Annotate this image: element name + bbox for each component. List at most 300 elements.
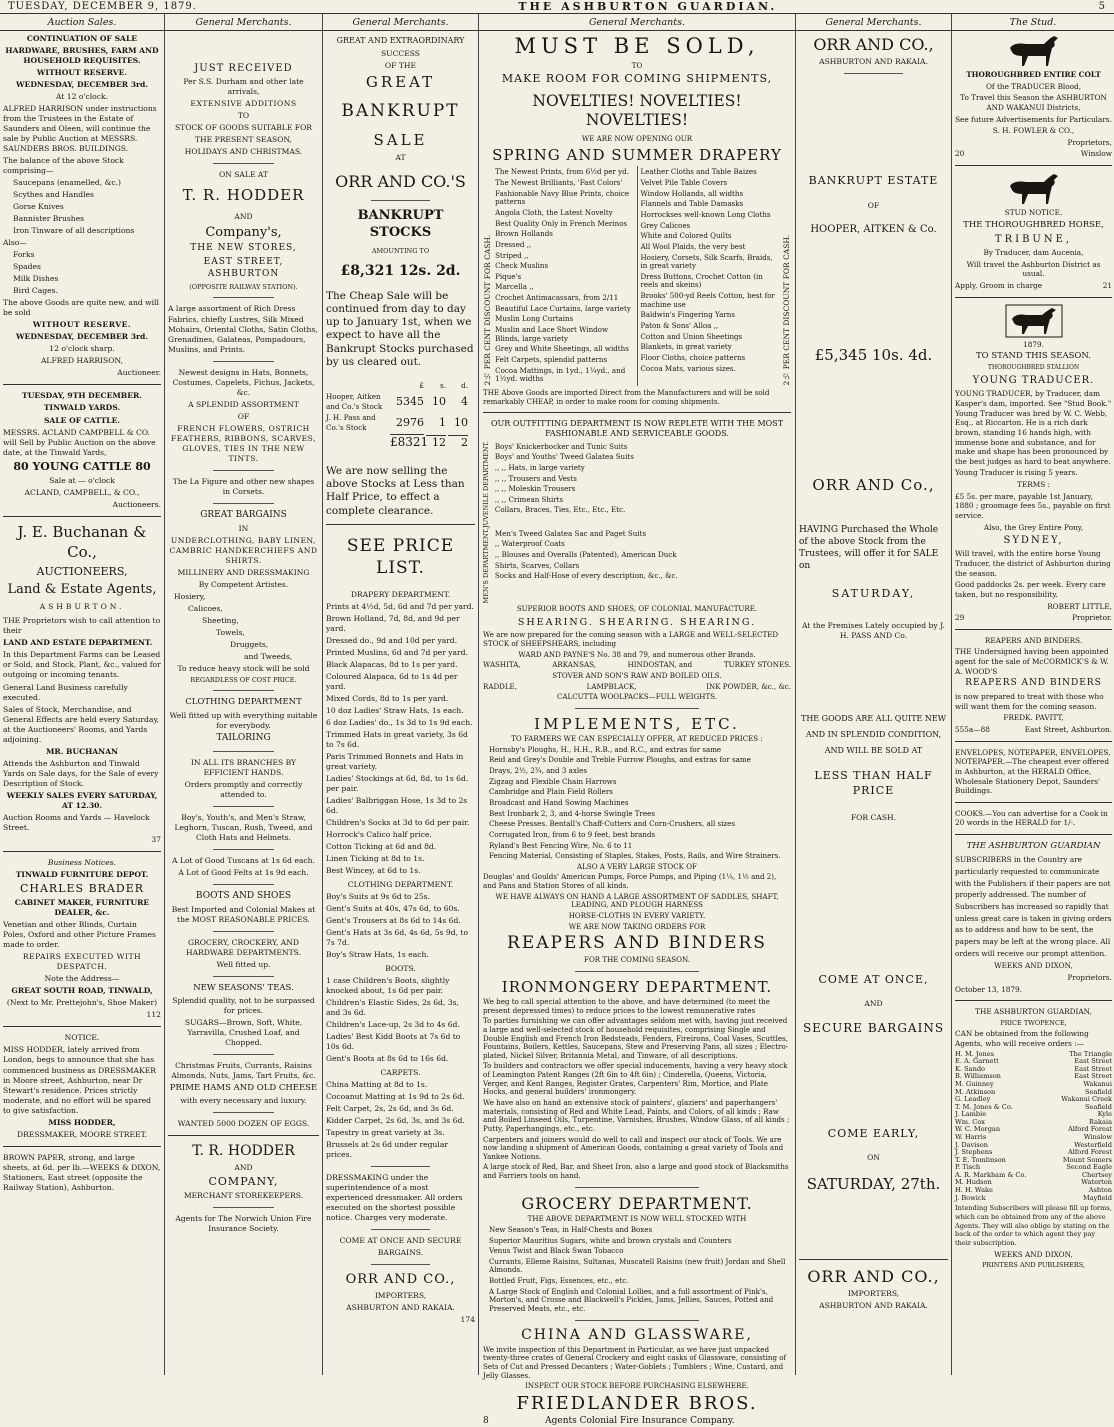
list-item: Grey Calicoes (640, 220, 691, 230)
list-item: The Newest Brilliants, 'Fast Colors' (495, 178, 623, 188)
list-item: Dressed ,, (495, 239, 532, 249)
table-cell: 10 (432, 394, 446, 408)
list-item: Collars, Braces, Ties, Etc., Etc., Etc. (494, 505, 626, 515)
list-item: All Wool Plaids, the very best (640, 241, 746, 251)
divider (213, 361, 273, 362)
list-item: Crochet Antimacassars, from 2/11 (495, 293, 619, 303)
list-item: Towels, (216, 627, 245, 637)
advert-line: MAKE ROOM FOR COMING SHIPMENTS, (501, 72, 773, 86)
list-item: Gent's Suits at 40s, 47s 6d, to 60s. (326, 903, 460, 913)
divider (799, 1259, 948, 1260)
list-item: Fashionable Navy Blue Prints, choice patterns (495, 188, 630, 207)
advert-heading: J. E. Buchanan & Co., (17, 523, 147, 561)
column-rule (322, 14, 323, 1375)
advert-heading: CHINA AND GLASSWARE, (521, 1326, 753, 1343)
section-heading: CLOTHING DEPARTMENT. (347, 879, 454, 889)
advert-number: 8 (483, 1415, 489, 1426)
advert-line: ASHBURTON AND RAKAIA. (346, 1302, 455, 1312)
list-item: ,, Waterproof Coats (494, 539, 565, 549)
list-item: Children's Socks at 3d to 6d per pair. (326, 817, 470, 827)
agent-location: Rakaia (1088, 1117, 1112, 1126)
list-item: Cocoa Mats, various sizes. (640, 363, 736, 373)
list-item: Bird Cages. (13, 286, 58, 296)
agent-name: W. C. Morgan (955, 1125, 1001, 1134)
advert-body: THE Undersigned having been appointed agent for the sale of McCORMICK'S & W. A. WOOD'S (955, 647, 1109, 676)
list-item: Bannister Brushes (13, 214, 85, 224)
advert-line: GREAT BARGAINS (200, 509, 287, 520)
advert-body: Intending Subscribers will please fill up forms, which can be obtained from any of the above Agents. They will also oblige by stating on the back of the order to which agent they pay their subscription. (955, 1204, 1112, 1247)
agent-location: Seafield (1085, 1102, 1112, 1111)
list-item: Children's Lace-up, 2s 3d to 4s 6d. (326, 1020, 460, 1030)
advert-body: IN ALL ITS BRANCHES BY EFFICIENT HANDS. (190, 757, 297, 777)
side-note: MEN'S DEPARTMENT. (482, 527, 490, 604)
advert-line: WE HAVE ALWAYS ON HAND A LARGE ASSORTMENT OF SADDLES, SHAFT, LEADING, AND PLOUGH HARNESS (495, 891, 779, 910)
agent-location: The Triangle (1069, 1049, 1112, 1058)
advert-line: HARDWARE, BRUSHES, FARM AND HOUSEHOLD REQUISITES. (5, 46, 159, 66)
advert-body: Agents for The Norwich Union Fire Insurance Society. (175, 1214, 312, 1234)
advert-line: AND (234, 1162, 253, 1172)
list-item: Zigzag and Flexible Chain Harrows (489, 776, 617, 786)
list-item: Reid and Grey's Double and Treble Furrow Ploughs, and extras for same (489, 755, 751, 765)
advert-number: 555a—88 (955, 725, 990, 735)
divider (955, 165, 1112, 166)
advert-line: 1879. (1023, 339, 1044, 349)
advert-line: CLOTHING DEPARTMENT (185, 697, 302, 708)
table-cell: Hooper, Aitken and Co.'s Stock (326, 392, 383, 411)
advert-line: HORSE-CLOTHS IN EVERY VARIETY. (568, 911, 706, 920)
agent-location: Mayfield (1082, 1193, 1112, 1202)
list-item: Blankets, in great variety (640, 342, 732, 352)
advert-line: ON (867, 1153, 880, 1163)
list-item: Venus Twist and Black Swan Tobacco (489, 1246, 624, 1256)
advert-signature: WEEKS AND DIXON, (994, 1249, 1073, 1259)
list-item: Striped ,, (495, 250, 529, 260)
divider (575, 1187, 698, 1188)
column-rule (795, 14, 796, 1375)
divider (213, 931, 273, 932)
agent-name: J. Davison (955, 1140, 988, 1149)
list-item: Black Alapacas, 8d to 1s per yard. (326, 659, 458, 669)
advert-line: INSPECT OUR STOCK BEFORE PURCHASING ELSEWHERE. (525, 1381, 749, 1391)
agent-location: East Street (1074, 1072, 1112, 1081)
divider (955, 629, 1112, 630)
list-item: Hosiery, (174, 591, 206, 601)
agent-location: Alford Forest (1067, 1148, 1112, 1157)
agent-name: T. M. Jones & Co. (955, 1102, 1013, 1111)
advert-body: UNDERCLOTHING, BABY LINEN, CAMBRIC HANDKERCHIEFS AND SHIRTS. (169, 535, 318, 565)
advert-body: A large stock of Red, Bar, and Sheet Iron, also a large and good stock of Blacksmiths and Farriers tools on hand. (483, 1162, 789, 1181)
advert-signature: ROBERT LITTLE, (1047, 601, 1112, 611)
agent-name: H. H. Wake (955, 1186, 993, 1195)
list-item: Cocoanut Matting at 1s 9d to 2s 6d. (326, 1092, 465, 1102)
agent-name: J. Lambie (955, 1110, 987, 1119)
list-item: WASHITA, (483, 660, 521, 670)
divider (213, 1112, 273, 1113)
list-item: Druggets, (230, 639, 269, 649)
table-header: £ (419, 380, 424, 390)
divider (371, 200, 431, 201)
advert-heading: GREAT (365, 72, 436, 91)
advert-body: In this Department Farms can be Leased or Sold, and Stock, Plant, &c., valued for outgoing or incoming tenants. (3, 650, 161, 680)
list-item: Brooks' 500-yd Reels Cotton, best for machine use (640, 291, 775, 309)
list-item: Cotton and Union Sheetings (640, 331, 743, 341)
list-item: Hosiery, Corsets, Silk Scarfs, Braids, in great variety (640, 252, 773, 271)
advert-body: We beg to call special attention to the above, and have determined (to meet the present depressed times) to reduce prices to the lowest remunerative rates (483, 996, 770, 1015)
advert-heading: TO STAND THIS SEASON. (976, 351, 1091, 362)
advert-body: We are now selling the above Stocks at Less than Half Price, to effect a complete clearance. (326, 465, 465, 517)
list-item: Iron Tinware of all descriptions (13, 226, 135, 236)
advert-line: TO FARMERS WE CAN ESPECIALLY OFFER, AT REDUCED PRICES : (511, 734, 763, 744)
advert-line: SUCCESS (380, 48, 421, 58)
column-head: Auction Sales. (0, 16, 164, 31)
advert-heading: ORR AND CO., (345, 1272, 456, 1288)
advert-line: IMPORTERS, (847, 1289, 900, 1299)
advert-heading: REAPERS AND BINDERS (965, 678, 1102, 689)
list-item: Bottled Fruit, Figs, Essences, etc., etc. (489, 1276, 629, 1286)
list-item: ,, ,, Crimean Shirts (494, 494, 564, 504)
advert-line: Apply, Groom in charge (955, 280, 1043, 290)
column-orr-estate (799, 32, 948, 1375)
side-note: JUVENILE DEPARTMENT. (482, 440, 490, 528)
advert-heading: OUR OUTFITTING DEPARTMENT IS NOW REPLETE WITH THE MOST FASHIONABLE AND SERVICEABLE GOODS. (490, 419, 784, 438)
divider (955, 1000, 1112, 1001)
divider (213, 1207, 273, 1208)
advert-body: To Travel this Season the ASHBURTON AND WAKANUI Districts, (960, 93, 1107, 112)
advert-line: MERCHANT STOREKEEPERS. (183, 1191, 304, 1201)
advert-body: COOKS.—You can advertise for a Cook in 20 words in the HERALD for 1/-. (955, 808, 1108, 828)
advert-line: BARGAINS. (377, 1248, 424, 1258)
list-item: New Season's Teas, in Half-Chests and Boxes (489, 1224, 653, 1234)
advert-body: Splendid quality, not to be surpassed for prices. (172, 995, 315, 1015)
list-item: Hornsby's Ploughs, H., H.H., R.B., and R.C., and extras for same (489, 744, 722, 754)
list-item: Mixed Cords, 8d to 1s per yard. (326, 693, 449, 703)
list-item: Paton & Sons' Alloa ,, (640, 321, 719, 331)
advert-body: THE Proprietors wish to call attention to their (3, 616, 161, 636)
table-cell: J. H. Pass and Co.'s Stock (326, 413, 376, 432)
advert-line: Also, the Grey Entire Pony, (983, 522, 1084, 532)
advert-heading: IRONMONGERY DEPARTMENT. (501, 977, 773, 996)
agent-name: M. Atkinson (955, 1087, 996, 1096)
list-item: Pique's (495, 271, 522, 281)
list-item: Floor Cloths, choice patterns (640, 352, 746, 362)
advert-heading: YOUNG TRADUCER. (972, 375, 1095, 387)
divider (575, 1320, 698, 1321)
list-item: Boys' and Youths' Tweed Galatea Suits (494, 452, 634, 462)
list-item: 6 doz Ladies' do., 1s 3d to 1s 9d each. (326, 717, 473, 727)
advert-line: PRICE TWOPENCE, (1000, 1018, 1067, 1027)
list-item: Gorse Knives (13, 202, 64, 212)
list-item: 1 case Children's Boots, slightly knocked about, 1s 6d per pair. (326, 976, 450, 996)
list-item: Beautiful Lace Curtains, large variety (495, 303, 631, 313)
advert-heading: LESS THAN HALF PRICE (814, 769, 933, 797)
masthead (0, 0, 1114, 14)
agent-location: Second Eagle (1066, 1163, 1112, 1172)
page-number: 5 (1098, 1, 1106, 12)
list-item: ARKANSAS, (552, 660, 596, 670)
implements-list (483, 746, 791, 861)
agent-list (955, 1051, 1112, 1203)
advert-line: TERMS : (1017, 480, 1050, 490)
list-item: Check Muslins (495, 261, 549, 271)
advert-date: October 13, 1879. (955, 984, 1023, 994)
advert-number: 29 (955, 613, 965, 623)
table-cell: 2976 (396, 415, 424, 429)
advert-body: Young Traducer is rising 5 years. (955, 468, 1078, 478)
list-item: Linen Ticking at 8d to 1s. (326, 853, 425, 863)
list-item: Flannels and Table Damasks (640, 199, 744, 209)
advert-line: FOR THE COMING SEASON. (584, 955, 690, 965)
list-item: 10 doz Ladies' Straw Hats, 1s each. (326, 705, 464, 715)
table-total: £8321 (390, 435, 429, 450)
advert-line: WE ARE NOW TAKING ORDERS FOR (568, 921, 706, 931)
drapery-list-left (495, 166, 637, 385)
advert-heading: ORR AND CO.'S (335, 171, 466, 191)
advert-body: We have also on hand an extensive stock of painters', glaziers' and paperhangers' materials, consisting of Red and White Lead, Paints, and Colors, of all kinds ; Raw and Boiled Linseed Oils, Turpentine, Varnishes, Brushes, Window Glass, of all kinds ; Putty, Paperhangings, etc., etc. (483, 1098, 790, 1133)
advert-line: IMPORTERS, (374, 1290, 427, 1300)
advert-body: DRESSMAKING under the superintendence of a most experienced dressmaker. All orders executed on the shortest possible notice. Charges very moderate. (326, 1173, 463, 1223)
divider (955, 297, 1112, 298)
divider (213, 163, 273, 164)
list-item: Calicoes, (188, 603, 223, 613)
advert-line: IN (238, 523, 249, 533)
advert-number: 21 (1102, 280, 1112, 290)
advert-line: ASHBURTON AND RAKAIA. (819, 1301, 928, 1311)
advert-line: Well fitted up. (216, 959, 271, 969)
advert-body: BROWN PAPER, strong, and large sheets, at 6d. per lb.—WEEKS & DIXON, Stationers, East street (opposite the Railway Station), Ashburton. (3, 1152, 161, 1192)
advert-line: PRIME HAMS AND OLD CHEESE (169, 1082, 318, 1093)
list-item: ,, ,, Trousers and Vests (494, 473, 577, 483)
advert-line: SUPERIOR BOOTS AND SHOES, OF COLONIAL MANUFACTURE. (516, 604, 758, 614)
advert-line: GREAT AND EXTRAORDINARY (336, 36, 465, 45)
divider (213, 884, 273, 885)
advert-line: THE NEW STORES, (190, 243, 297, 254)
advert-line: TO (631, 60, 643, 70)
column-head: General Merchants. (479, 16, 795, 31)
list-item: Corrugated Iron, from 6 to 9 feet, best brands (489, 829, 656, 839)
advert-line: AND (234, 212, 253, 222)
list-item: Saucepans (enamelled, &c.) (13, 178, 121, 188)
advert-line: GREAT SOUTH ROAD, TINWALD, (11, 986, 153, 996)
list-item: Children's Elastic Sides, 2s 6d, 3s, and 3s 6d. (326, 998, 459, 1018)
list-item: Spades (13, 262, 41, 272)
divider (3, 1026, 161, 1027)
advert-heading: T. R. HODDER (192, 1143, 295, 1160)
agent-name: M. Hudson (955, 1178, 992, 1187)
agent-name: W. Harris (955, 1132, 987, 1141)
horse-icon (1004, 172, 1064, 206)
advert-body: £5 5s. per mare, payable 1st January, 1880 ; groomage fees 5s., payable on first service. (955, 491, 1111, 520)
list-item: Cheese Presses. Bentall's Chaff-Cutters and Corn-Crushers, all sizes (489, 819, 736, 829)
list-item: Broadcast and Hand Sowing Machines (489, 797, 629, 807)
column-head: General Merchants. (165, 16, 322, 31)
advert-body: At the Premises Lately occupied by J. H. PASS AND Co. (802, 621, 945, 641)
divider (3, 1146, 161, 1147)
divider (955, 802, 1112, 803)
horse-icon (1004, 34, 1064, 68)
advert-line: Sale at — o'clock (49, 476, 115, 486)
agent-name: B. Williamson (955, 1072, 1001, 1081)
agent-location: Winslow (1083, 1132, 1112, 1141)
table-cell: 4 (461, 394, 468, 408)
advert-signature: Proprietor. (1072, 613, 1112, 623)
advert-line: EXTENSIVE ADDITIONS (190, 99, 297, 109)
advert-heading: REAPERS AND BINDERS (507, 933, 767, 954)
divider (575, 708, 698, 709)
list-item: Coloured Alapaca, 6d to 1s 4d per yard. (326, 671, 458, 691)
advert-line: Of the TRADUCER Blood, (985, 81, 1082, 91)
table-total: 2 (448, 435, 468, 451)
agent-row (955, 1195, 1112, 1203)
advert-body: ENVELOPES, NOTEPAPER, ENVELOPES, NOTEPAPER.—The cheapest ever offered in Ashburton, at the HERALD Office, Wholesale Stationery Depot, Saunders' Buildings. (955, 747, 1111, 796)
agent-name: T. E. Tomlinson (955, 1155, 1006, 1164)
advert-body: CAN be obtained from the following Agents, who will receive orders :— (955, 1029, 1089, 1048)
section-heading: Business Notices. (47, 857, 117, 867)
divider (213, 976, 273, 977)
advert-signature: Auctioneers. (112, 500, 161, 510)
advert-cattle-sale (3, 391, 161, 510)
list-item: and Tweeds, (244, 651, 293, 661)
drapery-list-right (641, 166, 779, 385)
list-item: Printed Muslins, 6d and 7d per yard. (326, 647, 468, 657)
side-note: 2½ PER CENT DISCOUNT FOR CASH. (781, 235, 791, 386)
list-item: Sheeting, (202, 615, 239, 625)
advert-body: ALFRED HARRISON under instructions from the Trustees in the Estate of Saunders and Oleen, will continue the sale by Public Auction at MESSRS. SAUNDERS BROS. BUILDINGS. (3, 104, 157, 154)
advert-body: THE Above Goods are imported Direct from the Manufacturers and will be sold remarkably CHEAP, in order to make room for coming shipments. (483, 387, 770, 406)
advert-heading: SATURDAY, 27th. (806, 1175, 941, 1194)
column-head: General Merchants. (796, 16, 951, 31)
advert-number: 20 (955, 149, 965, 159)
advert-body: We are now prepared for the coming season with a LARGE and WELL-SELECTED STOCK of SHEEPSHEARS, including (483, 630, 779, 648)
column-rule (478, 14, 479, 1375)
advert-line: TAILORING (216, 732, 271, 743)
advert-heading: JUST RECEIVED (194, 63, 293, 74)
list-item: Window Hollands, all widths (640, 188, 744, 198)
column-rule (951, 14, 952, 1375)
advert-line: LAND AND ESTATE DEPARTMENT. (3, 638, 153, 648)
advert-heading: STUD NOTICE. (1004, 208, 1063, 217)
advert-line: (OPPOSITE RAILWAY STATION). (189, 282, 298, 291)
advert-heading: SALE (373, 130, 428, 149)
advert-heading: SHEARING. SHEARING. SHEARING. (517, 616, 757, 628)
list-item: ,, Blouses and Overalls (Patented), American Duck (494, 549, 677, 559)
list-item: RADDLE, (483, 681, 517, 691)
advert-body: HAVING Purchased the Whole of the above Stock from the Trustees, will offer it for SALE on (799, 525, 939, 572)
list-item: Gent's Hats at 3s 6d, 4s 6d, 5s 9d, to 7s 7d. (326, 928, 469, 948)
advert-number: 112 (146, 1010, 161, 1020)
divider (844, 73, 904, 74)
advert-line: HOLIDAYS AND CHRISTMAS. (184, 147, 303, 157)
advert-body: A Lot of Good Tuscans at 1s 6d each. (172, 855, 315, 865)
advert-line: A SPLENDID ASSORTMENT (188, 399, 299, 409)
advert-line: NEW SEASONS' TEAS. (193, 982, 294, 993)
advert-line: REGARDLESS OF COST PRICE. (190, 675, 297, 684)
advert-body: THE GOODS ARE ALL QUITE NEW AND IN SPLENDID CONDITION, AND WILL BE SOLD AT (800, 714, 946, 756)
list-item: Socks and Half-Hose of every description, &c., &c. (494, 571, 678, 581)
divider (371, 1264, 431, 1265)
divider (213, 1054, 273, 1055)
advert-heading: £5,345 10s. 4d. (814, 345, 933, 364)
advert-body: The Cheap Sale will be continued from day to day up to January 1st, when we expect to have all the Bankrupt Stocks purchased by us cleared out. (326, 290, 474, 368)
agent-location: East Street (1074, 1064, 1112, 1073)
advert-heading: COME AT ONCE, (818, 972, 929, 986)
list-item: Ladies' Balbriggan Hose, 1s 3d to 2s 6d. (326, 795, 468, 815)
advert-line: OF (867, 200, 880, 210)
agent-name: M. Guinney (955, 1079, 994, 1088)
agent-name: J. Stephens (955, 1148, 993, 1157)
advert-line: BOOTS AND SHOES (195, 890, 292, 901)
section-heading: CARPETS. (380, 1068, 421, 1078)
advert-body: Venetian and other Blinds, Curtain Poles, Oxford and other Picture Frames made to order. (3, 920, 156, 950)
advert-body: MISS HODDER, lately arrived from London, begs to announce that she has commenced business as DRESSMAKER in Moore street, Ashburton, near Dr Stewart's residence. Prices strictly moderate, and no effort will be spared to give satisfaction. (3, 1045, 156, 1115)
list-item: Milk Dishes (13, 274, 59, 284)
advert-body: Best Imported and Colonial Makes at the MOST REASONABLE PRICES. (171, 904, 316, 924)
advert-line: CHARLES BRADER (19, 881, 145, 895)
advert-body: A large assortment of Rich Dress Fabrics, chiefly Lustres, Silk Mixed Mohairs, Oriental Cloths, Satin Cloths, Grenadines, Galateas, Pompadours, Muslins, and Prints. (168, 304, 318, 354)
advert-line: OF THE (384, 60, 417, 70)
column-stud (955, 32, 1112, 1375)
list-item: Scythes and Handles (13, 190, 94, 200)
advert-line: WARD AND PAYNE'S No. 38 and 79, and numerous other Brands. (518, 649, 756, 659)
agent-name: E. A. Garnett (955, 1057, 999, 1066)
advert-line: REPAIRS EXECUTED WITH DESPATCH. (22, 952, 142, 972)
advert-line: AT (395, 152, 406, 162)
column-orr-bankrupt (326, 32, 475, 1375)
advert-signature: Proprietors, (1067, 137, 1112, 147)
advert-line: COME AT ONCE AND SECURE (339, 1236, 462, 1246)
list-item: TURKEY STONES. (723, 660, 791, 670)
advert-signature: S. H. FOWLER & CO., (992, 126, 1075, 136)
advert-heading: HOOPER, AITKEN & Co. (810, 223, 937, 235)
advert-heading: SYDNEY, (1003, 535, 1064, 547)
list-item: Boy's Suits at 9s 6d to 25s. (326, 891, 430, 901)
advert-heading: TINWALD FURNITURE DEPOT. (15, 869, 149, 879)
divider (371, 1229, 431, 1230)
agent-location: Waterton (1081, 1178, 1112, 1187)
advert-heading: COMPANY, (208, 1174, 279, 1188)
list-item: Cotton Ticking at 6d and 8d. (326, 841, 437, 851)
advert-line: 12 o'clock sharp. (49, 344, 115, 354)
advert-body: Will travel the Ashburton District as usual. (966, 259, 1101, 279)
advert-heading: £8,321 12s. 2d. (340, 262, 461, 279)
divider (955, 741, 1112, 742)
price-list-drapery (326, 602, 475, 876)
divider (213, 470, 273, 471)
advert-line: MR. BUCHANAN (46, 746, 118, 756)
list-item: HINDOSTAN, and (627, 660, 693, 670)
agent-location: Kyle (1097, 1110, 1112, 1119)
advert-line: Per S.S. Durham and other late arrivals, (183, 77, 304, 97)
divider (3, 851, 161, 852)
advert-line: CALCUTTA WOOLPACKS—FULL WEIGHTS. (556, 692, 718, 702)
drapery-list (483, 166, 791, 385)
list-item: Boys' Knickerbocker and Tunic Suits (494, 441, 628, 451)
advert-heading: THOROUGHBRED ENTIRE COLT (966, 70, 1101, 79)
divider (168, 1135, 319, 1136)
advert-heading: SEE PRICE LIST. (346, 535, 455, 579)
advert-body: Well fitted up with everything suitable for everybody. (169, 710, 318, 730)
list-item: Tapestry in great variety at 3s. (326, 1128, 445, 1138)
agent-location: Ashton (1088, 1186, 1112, 1195)
list-item: Boy's Straw Hats, 1s each. (326, 950, 429, 960)
masthead-date: TUESDAY, DECEMBER 9, 1879. (8, 1, 197, 12)
advert-line: By Traducer, dam Aucenia, (983, 248, 1084, 258)
advert-line: Note the Address— (44, 974, 120, 984)
agent-location: Wakanui (1083, 1079, 1112, 1088)
advert-body: Sales of Stock, Merchandise, and General Effects are held every Saturday, at the Auctioneers' Rooms, and Yards adjoining. (3, 704, 160, 744)
advert-line: AMOUNTING TO (371, 247, 430, 256)
list-item: Brussels at 2s 6d under regular prices. (326, 1140, 449, 1160)
agent-name: A. R. Markham & Co. (955, 1170, 1027, 1179)
